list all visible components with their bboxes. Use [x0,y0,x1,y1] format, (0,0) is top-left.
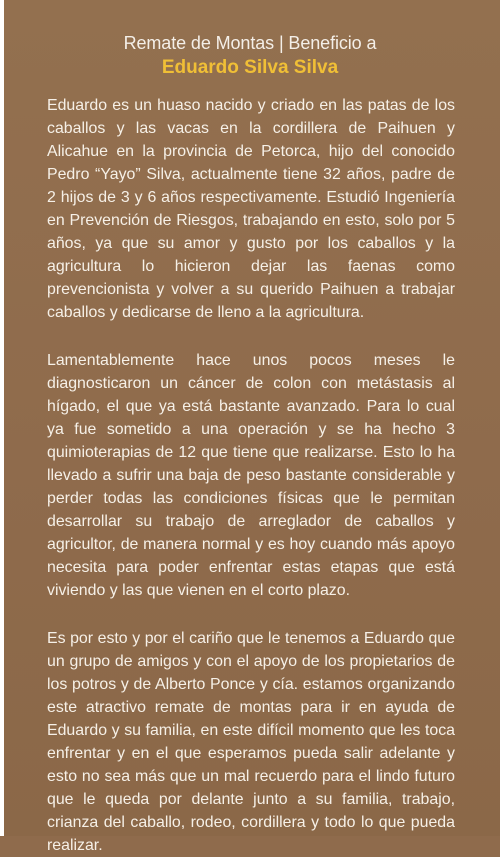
paragraph-diagnosis: Lamentablemente hace unos pocos meses le diagnosticaron un cáncer de colon con metástasis al hígado, el que ya está bastante avanzado. Para lo cual ya fue sometido a una operación y se ha hecho 3 quimioterapias de 12 que tiene que realizarse. Esto lo ha llevado a sufrir una baja de peso bastante considerable y perder todas las condiciones físicas que le permitan desarrollar su trabajo de arreglador de caballos y agricultor, de manera normal y es hoy cuando más apoyo necesita para poder enfrentar estas etapas que está viviendo y las que vienen en el corto plazo. [47,352,455,599]
beneficiary-name: Eduardo Silva Silva [161,57,339,78]
paragraph-background: Eduardo es un huaso nacido y criado en las patas de los caballos y las vacas en la cordillera de Paihuen y Alicahue en la provincia de Petorca, hijo del conocido Pedro “Yayo” Silva, actualmente tiene 32 años, padre de 2 hijos de 3 y 6 años respectivamente. Estudió Ingeniería en Prevención de Riesgos, trabajando en esto, solo por 5 años, ya que su amor y gusto por los caballos y la agricultura lo hicieron dejar las faenas como prevencionista y volver a su querido Paihuen a trabajar caballos y dedicarse de lleno a la agricultura. [47,97,455,321]
page-title: Remate de Montas | Beneficio a [123,33,377,53]
article-body [47,94,455,857]
header [0,32,500,80]
paragraph-appeal: Es por esto y por el cariño que le tenemos a Eduardo que un grupo de amigos y con el apoyo de los propietarios de los potros y de Alberto Ponce y cía. estamos organizando este atractivo remate de montas para ir en ayuda de Eduardo y su familia, en este difícil momento que les toca enfrentar y en el que esperamos pueda salir adelante y esto no sea más que un mal recuerdo para el lindo futuro que le queda por delante junto a su familia, trabajo, crianza del caballo, rodeo, cordillera y todo lo que pueda realizar. [47,630,455,854]
